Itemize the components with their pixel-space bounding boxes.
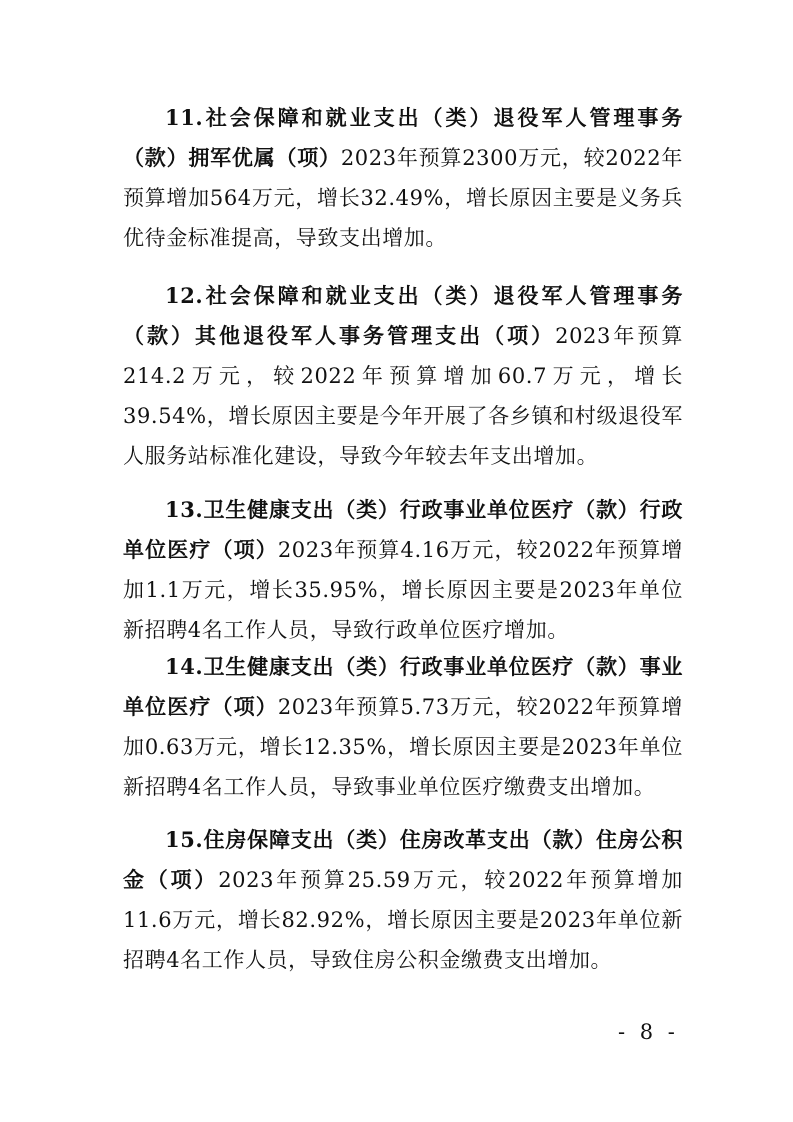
- paragraph-text: 2023年预算4.16万元，较2022年预算增加1.1万元，增长35.95%，增长原因主要是2023年单位新招聘4名工作人员，导致行政单位医疗增加。: [123, 538, 683, 642]
- paragraph-item-11: [123, 98, 683, 258]
- paragraph-text: 2023年预算5.73万元，较2022年预算增加0.63万元，增长12.35%，增长原因主要是2023年单位新招聘4名工作人员，导致事业单位医疗缴费支出增加。: [123, 695, 683, 799]
- paragraph-heading: 12.社会保障和就业支出（类）退役军人管理事务（款）其他退役军人事务管理支出（项）: [123, 283, 683, 348]
- page-number: - 8 -: [618, 1020, 679, 1044]
- paragraph-text: 2023年预算2300万元，较2022年预算增加564万元，增长32.49%，增长原因主要是义务兵优待金标准提高，导致支出增加。: [123, 146, 683, 250]
- paragraph-heading: 15.住房保障支出（类）住房改革支出（款）住房公积金（项）: [123, 827, 683, 892]
- paragraph-heading: 11.社会保障和就业支出（类）退役军人管理事务（款）拥军优属（项）: [123, 105, 683, 170]
- paragraph-item-12: [123, 276, 683, 476]
- paragraph-item-14: [123, 647, 683, 807]
- paragraph-heading: 14.卫生健康支出（类）行政事业单位医疗（款）事业单位医疗（项）: [123, 654, 683, 719]
- paragraph-item-15: [123, 820, 683, 980]
- paragraph-text: 2023年预算25.59万元，较2022年预算增加11.6万元，增长82.92%，增长原因主要是2023年单位新招聘4名工作人员，导致住房公积金缴费支出增加。: [123, 868, 683, 972]
- paragraph-heading: 13.卫生健康支出（类）行政事业单位医疗（款）行政单位医疗（项）: [123, 497, 683, 562]
- paragraph-text: 2023年预算214.2万元，较2022年预算增加60.7万元，增长39.54%，增长原因主要是今年开展了各乡镇和村级退役军人服务站标准化建设，导致今年较去年支出增加。: [123, 324, 683, 468]
- paragraph-item-13: [123, 490, 683, 650]
